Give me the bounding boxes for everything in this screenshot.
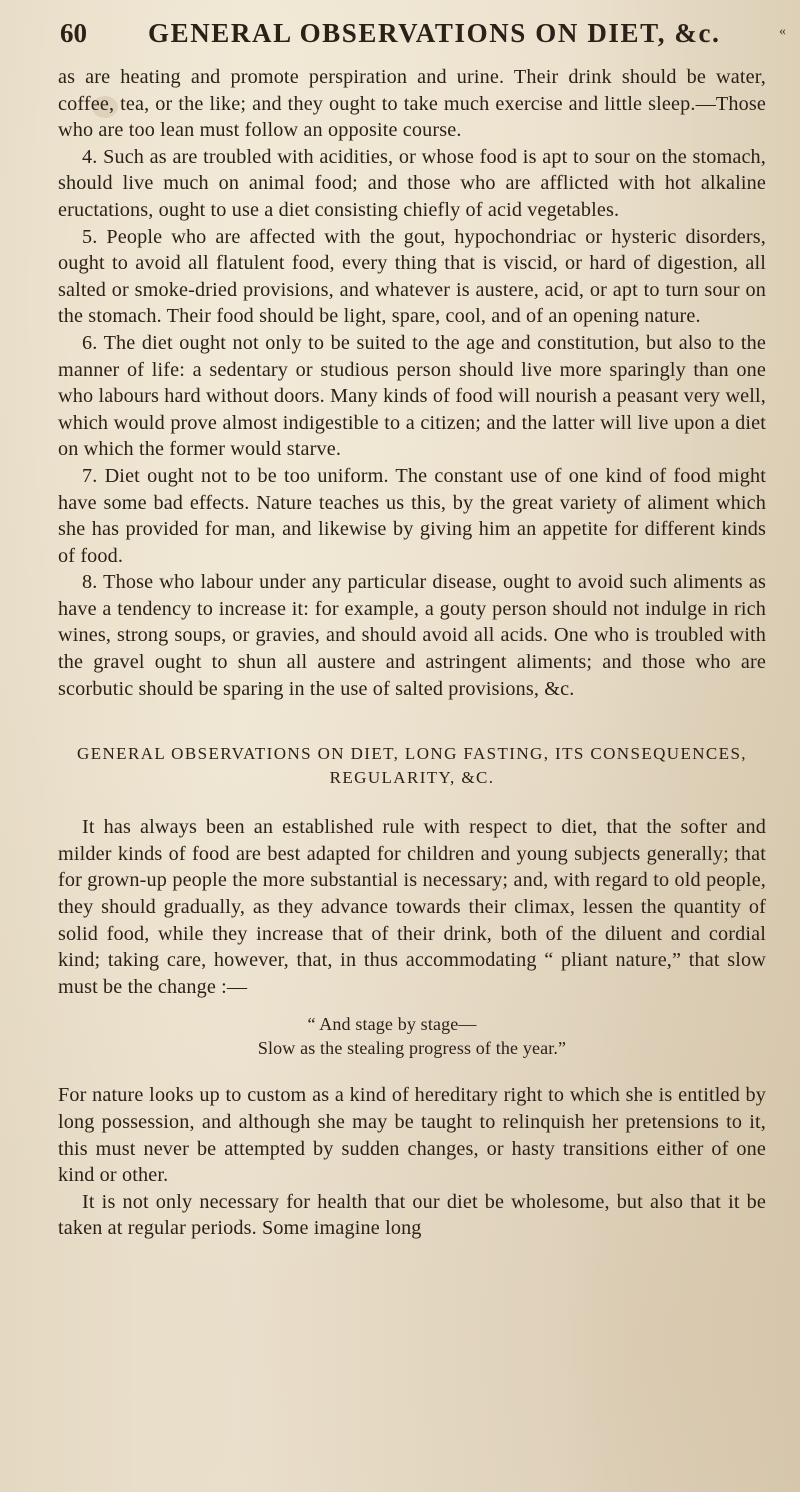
verse-quotation: [58, 1012, 766, 1060]
paragraph-rule-6: 6. The diet ought not only to be suited to the age and constitution, but also to the manner of life: a sedentary or studious person should live more sparingly than one who labours hard without doors. Many kinds of food will nourish a peasant very well, which would prove almost indigestible to a citizen; and the latter will live upon a diet on which the former would starve.: [58, 331, 766, 461]
paragraph-section-intro: It has always been an established rule with respect to diet, that the softer and milder kinds of food are best adapted for children and young subjects generally; that for grown-up people the more substantial is necessary; and, with regard to old people, they should gradually, as they advance towards their climax, lessen the quantity of solid food, while they increase that of their drink, both of the diluent and cordial kind; taking care, however, that, in thus accommodating “ pliant nature,” that slow must be the change :—: [58, 816, 766, 998]
quote-line-2: Slow as the stealing progress of the year.”: [257, 1038, 567, 1059]
paragraph-regular-periods: It is not only necessary for health that our diet be wholesome, but also that it be taken at regular periods. Some imagine long: [58, 1190, 766, 1240]
running-title: GENERAL OBSERVATIONS ON DIET, &c.: [148, 18, 721, 48]
section-heading-line-1: GENERAL OBSERVATIONS ON DIET, LONG FASTING, ITS CONSEQUENCES,: [77, 744, 747, 764]
paragraph-rule-8: 8. Those who labour under any particular disease, ought to avoid such aliments as have a tendency to increase it: for example, a gouty person should not indulge in rich wines, strong soups, or gravies, and should avoid all acids. One who is troubled with the gravel ought to shun all austere and astringent aliments; and those who are scorbutic should be sparing in the use of salted provisions, &c.: [58, 571, 766, 700]
quote-line-1: “ And stage by stage—: [307, 1014, 477, 1035]
paragraph-rule-5: 5. People who are affected with the gout, hypochondriac or hysteric disorders, ought to avoid all flatulent food, every thing that is viscid, or hard of digestion, all salted or smoke-dried provisions, and whatever is austere, acid, or apt to turn sour on the stomach. Their food should be light, spare, cool, and of an opening nature.: [58, 225, 766, 328]
paragraph-rule-4: 4. Such as are troubled with acidities, or whose food is apt to sour on the stomach, should live much on animal food; and those who are afflicted with hot alkaline eructations, ought to use a diet consisting chiefly of acid vegetables.: [58, 145, 766, 221]
page-number: 60: [60, 18, 87, 48]
section-heading: [58, 742, 766, 790]
paragraph-continuation: as are heating and promote perspiration and urine. Their drink should be water, coffee, tea, or the like; and they ought to take much exercise and little sleep.—Those who are too lean must follow an opposite course.: [58, 66, 766, 142]
running-head: [58, 16, 778, 56]
section-heading-line-2: REGULARITY, &C.: [329, 768, 495, 788]
paragraph-rule-7: 7. Diet ought not to be too uniform. The constant use of one kind of food might have some bad effects. Nature teaches us this, by the great variety of aliment which she has provided for man, and likewise by giving him an appetite for different kinds of food.: [58, 464, 766, 567]
body-text: [58, 64, 766, 1242]
margin-mark: «: [779, 24, 786, 39]
paragraph-custom: For nature looks up to custom as a kind of hereditary right to which she is entitled by long possession, and although she may be taught to relinquish her pretensions to it, this must never be attempted by sudden changes, or hasty transitions either of one kind or other.: [58, 1084, 766, 1187]
